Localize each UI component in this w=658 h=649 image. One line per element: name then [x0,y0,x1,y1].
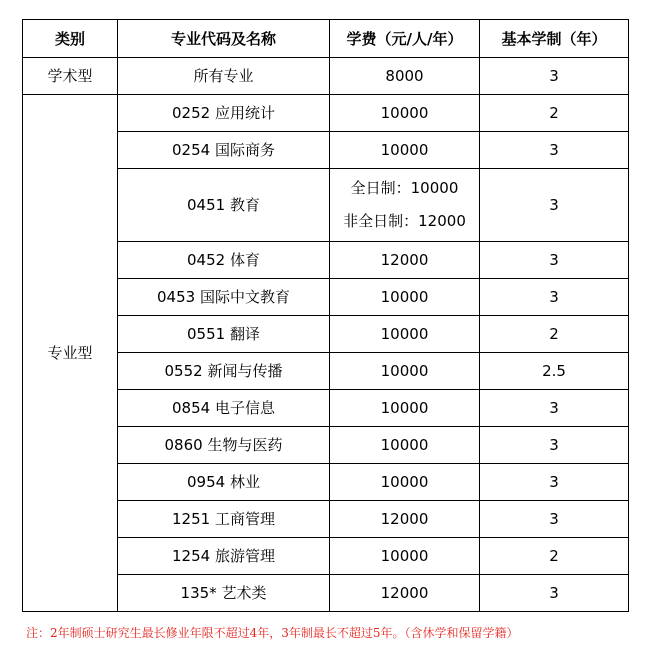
fee-cell: 10000 [330,353,480,390]
major-cell: 1254 旅游管理 [118,538,330,575]
header-years: 基本学制（年） [480,20,629,58]
years-cell: 3 [480,575,629,612]
major-cell: 0552 新闻与传播 [118,353,330,390]
years-cell: 2 [480,95,629,132]
fee-cell: 12000 [330,575,480,612]
fee-cell: 12000 [330,242,480,279]
major-cell: 135* 艺术类 [118,575,330,612]
major-cell: 1251 工商管理 [118,501,330,538]
category-cell: 专业型 [23,95,118,612]
header-major: 专业代码及名称 [118,20,330,58]
footnote: 注：2年制硕士研究生最长修业年限不超过4年，3年制最长不超过5年。（含休学和保留学籍） [26,626,519,640]
major-cell: 0860 生物与医药 [118,427,330,464]
header-fee: 学费（元/人/年） [330,20,480,58]
fee-cell: 10000 [330,95,480,132]
category-cell: 学术型 [23,58,118,95]
fee-cell: 10000 [330,390,480,427]
fee-cell: 8000 [330,58,480,95]
years-cell: 3 [480,390,629,427]
years-cell: 3 [480,427,629,464]
major-cell: 0252 应用统计 [118,95,330,132]
major-cell: 0551 翻译 [118,316,330,353]
fee-cell: 10000 [330,464,480,501]
fee-cell [330,169,480,242]
major-cell: 0451 教育 [118,169,330,242]
major-cell: 0854 电子信息 [118,390,330,427]
fee-cell: 10000 [330,538,480,575]
years-cell: 3 [480,501,629,538]
fee-cell: 10000 [330,279,480,316]
major-cell: 0452 体育 [118,242,330,279]
fee-cell: 10000 [330,316,480,353]
years-cell: 2 [480,538,629,575]
fee-cell: 10000 [330,132,480,169]
major-cell: 所有专业 [118,58,330,95]
major-cell: 0954 林业 [118,464,330,501]
fee-part-time: 非全日制：12000 [343,212,466,230]
years-cell: 3 [480,58,629,95]
years-cell: 2 [480,316,629,353]
major-cell: 0453 国际中文教育 [118,279,330,316]
major-cell: 0254 国际商务 [118,132,330,169]
table-header-row [23,20,629,58]
fee-cell: 10000 [330,427,480,464]
tuition-table [22,19,629,612]
table-row [23,58,629,95]
header-category: 类别 [23,20,118,58]
years-cell: 3 [480,464,629,501]
years-cell: 3 [480,132,629,169]
table-row [23,95,629,132]
years-cell: 2.5 [480,353,629,390]
fee-full-time: 全日制：10000 [350,179,459,197]
fee-cell: 12000 [330,501,480,538]
years-cell: 3 [480,242,629,279]
years-cell: 3 [480,169,629,242]
years-cell: 3 [480,279,629,316]
